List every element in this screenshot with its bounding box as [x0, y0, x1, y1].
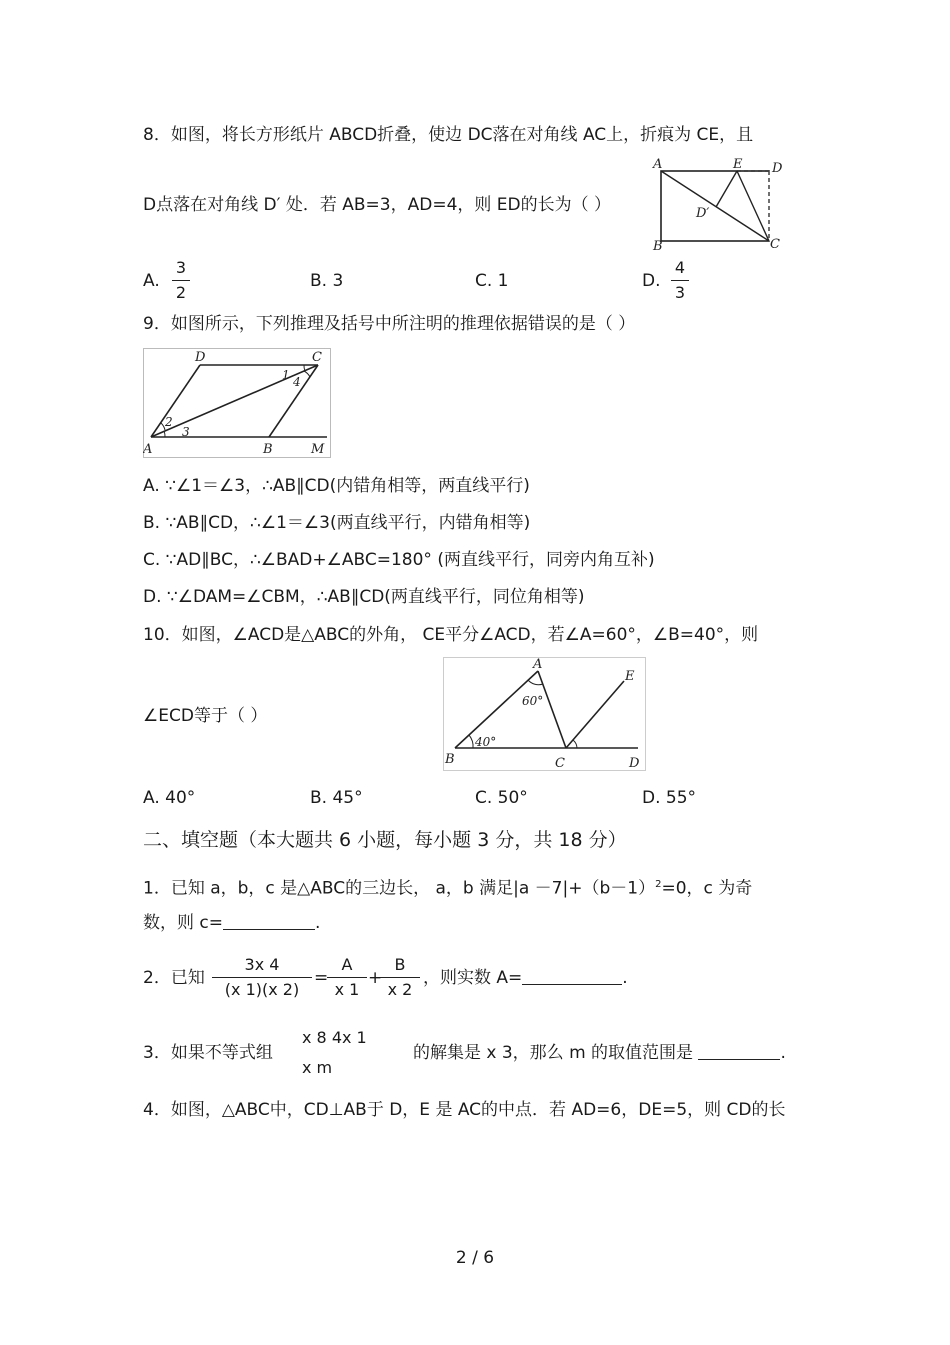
fill2-den-3: x 2	[387, 980, 413, 999]
fill2-suffix-line	[423, 967, 628, 989]
fill2-fraction-2	[327, 955, 367, 1000]
q10-fig-angle-b: 40°	[475, 735, 497, 749]
fill2-suffix: ，则实数 A=	[423, 968, 523, 988]
q9-fig-label-4: 4	[293, 375, 301, 389]
fill1-text-end: =0，c 为奇	[661, 878, 753, 899]
q8-option-c: C. 1	[475, 271, 509, 291]
fill1-line2-text: 数，则 c=	[143, 913, 223, 933]
fill2-num-3: B	[394, 955, 406, 974]
fill3-system-row-1: x 8 4x 1	[302, 1028, 367, 1047]
q10-option-d: D. 55°	[642, 788, 697, 808]
q10-fig-angle-a: 60°	[522, 694, 544, 708]
q9-fig-label-3: 3	[182, 425, 190, 439]
q9-fig-label-a: A	[143, 442, 153, 457]
q10-option-a: A. 40°	[143, 788, 196, 808]
fill1-text: 1．已知 a，b，c 是△ABC的三边长， a，b 满足|a －7|+（b－1）	[143, 878, 656, 899]
q9-fig-label-d: D	[195, 350, 206, 365]
q8-option-a-label: A.	[143, 271, 160, 291]
q10-line2: ∠ECD等于（ ）	[143, 706, 268, 726]
fill2-fraction-1	[212, 955, 312, 1000]
q10-line1: 10．如图，∠ACD是△ABC的外角， CE平分∠ACD，若∠A=60°，∠B=40°，则	[143, 625, 759, 645]
fill2-end: .	[622, 968, 628, 988]
q8-option-a-den: 2	[175, 283, 187, 302]
q9-fig-label-b: B	[263, 442, 273, 457]
q10-fig-label-e: E	[625, 669, 635, 684]
q10-fig-label-c: C	[555, 756, 565, 771]
q8-option-d-den: 3	[674, 283, 686, 302]
q8-figure	[652, 155, 786, 252]
q9-option-a: A. ∵∠1＝∠3，∴AB∥CD(内错角相等，两直线平行)	[143, 476, 530, 496]
q8-option-a-num: 3	[175, 258, 187, 277]
q9-fig-label-m: M	[311, 442, 325, 457]
fill3-end: .	[780, 1043, 786, 1063]
fill2-prefix: 2．已知	[143, 968, 205, 988]
page-number: 2 / 6	[455, 1248, 495, 1268]
fill2-den-2: x 1	[334, 980, 360, 999]
q8-line1: 8．如图，将长方形纸片 ABCD折叠，使边 DC落在对角线 AC上，折痕为 CE，且	[143, 125, 754, 145]
q9-option-b: B. ∵AB∥CD，∴∠1＝∠3(两直线平行，内错角相等)	[143, 513, 531, 533]
q8-option-a-fraction	[172, 258, 190, 303]
q9-figure	[143, 348, 331, 458]
fill2-fraction-3	[380, 955, 420, 1000]
q9-fig-label-2: 2	[165, 415, 173, 429]
fill3-prefix: 3．如果不等式组	[143, 1043, 273, 1063]
fill3-suffix: 的解集是 x 3，那么 m 的取值范围是	[413, 1043, 694, 1063]
fill1-line2	[143, 912, 320, 934]
section-2-title: 二、填空题（本大题共 6 小题，每小题 3 分，共 18 分）	[143, 829, 627, 851]
q10-fig-label-a: A	[533, 657, 543, 672]
fill2-equals: =	[314, 968, 329, 988]
fill3-system-row-2: x m	[302, 1058, 333, 1077]
q8-option-d-label: D.	[642, 271, 661, 291]
q10-option-b: B. 45°	[310, 788, 363, 808]
fill2-num-1: 3x 4	[244, 955, 280, 974]
fill1-exponent: 2	[655, 879, 662, 890]
q8-option-d-num: 4	[674, 258, 686, 277]
q8-option-b: B. 3	[310, 271, 344, 291]
fill4-text: 4．如图，△ABC中，CD⊥AB于 D，E 是 AC的中点．若 AD=6，DE=5，则 CD的长	[143, 1100, 786, 1120]
q8-fig-label-b: B	[653, 239, 663, 252]
q8-fig-label-a: A	[653, 157, 663, 172]
q9-option-d: D. ∵∠DAM=∠CBM，∴AB∥CD(两直线平行，同位角相等)	[143, 587, 585, 607]
q9-fig-label-1: 1	[282, 368, 290, 382]
fill3-blank[interactable]	[698, 1043, 780, 1060]
q9-option-c: C. ∵AD∥BC，∴∠BAD+∠ABC=180° (两直线平行，同旁内角互补)	[143, 550, 655, 570]
q10-option-c: C. 50°	[475, 788, 528, 808]
fill1-line2-end: .	[315, 913, 321, 933]
fill2-den-1: (x 1)(x 2)	[224, 980, 300, 999]
q8-fig-label-d: D	[772, 161, 783, 176]
q8-fig-label-c: C	[770, 237, 780, 252]
fill2-blank[interactable]	[522, 968, 622, 985]
fill1-blank[interactable]	[223, 913, 315, 930]
fill3-suffix-line	[413, 1042, 786, 1064]
q10-figure	[443, 657, 646, 771]
q8-fig-label-e: E	[733, 157, 743, 172]
fill2-num-2: A	[341, 955, 353, 974]
fill2-plus: +	[368, 968, 383, 988]
fill1-line1	[143, 874, 752, 900]
q8-line2: D点落在对角线 D′ 处．若 AB=3，AD=4，则 ED的长为（ ）	[143, 195, 612, 215]
q9-fig-label-c: C	[312, 350, 322, 365]
q8-option-d-fraction	[671, 258, 689, 303]
q9-stem: 9．如图所示，下列推理及括号中所注明的推理依据错误的是（ ）	[143, 314, 636, 334]
q10-fig-label-b: B	[445, 752, 455, 767]
q10-fig-label-d: D	[629, 756, 640, 771]
q8-fig-label-dprime: D′	[696, 206, 710, 221]
